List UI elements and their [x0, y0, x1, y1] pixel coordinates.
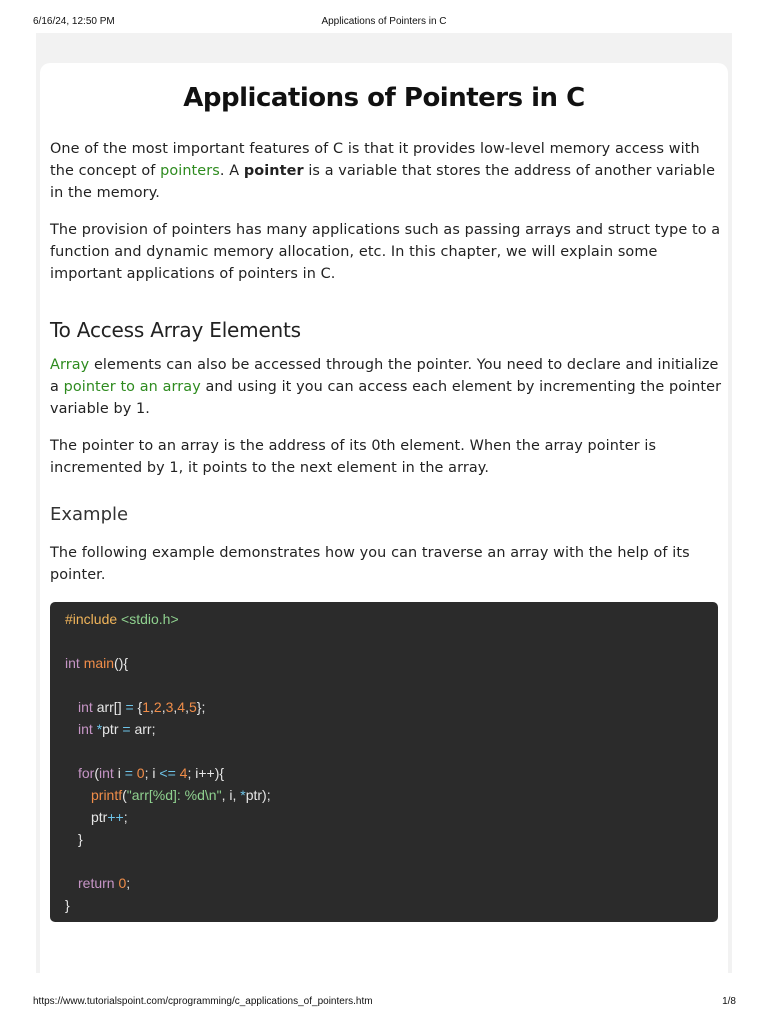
code-line: for(int i = 0; i <= 4; i++){: [78, 765, 225, 781]
code-line: return 0;: [78, 875, 131, 891]
pointers-link[interactable]: pointers: [160, 163, 220, 179]
section-text: and using it you can access each element by incrementing the pointer variable by 1.: [50, 379, 722, 417]
code-line: }: [65, 897, 70, 913]
code-line: int *ptr = arr;: [78, 721, 156, 737]
pointer-bold: pointer: [243, 163, 304, 179]
print-header: [0, 12, 768, 28]
intro-text: . A: [219, 163, 244, 179]
page-url: https://www.tutorialspoint.com/cprogramming/c_applications_of_pointers.htm: [33, 996, 373, 1007]
pointer-to-array-link[interactable]: pointer to an array: [63, 379, 201, 395]
print-footer: [0, 994, 768, 1010]
section-text: elements can also be accessed through the pointer. You need to declare and initialize a: [50, 357, 719, 395]
intro-text: One of the most important features of C is that it provides low-level memory access with the concept of: [50, 141, 700, 179]
code-line: int arr[] = {1,2,3,4,5};: [78, 699, 206, 715]
page-title: Applications of Pointers in C: [183, 83, 585, 113]
print-datetime: 6/16/24, 12:50 PM: [33, 16, 115, 27]
code-line: #include <stdio.h>: [65, 611, 179, 627]
print-doc-title: Applications of Pointers in C: [321, 16, 447, 27]
example-description: The following example demonstrates how you can traverse an array with the help of its pointer.: [50, 545, 690, 583]
intro-paragraph-1: [50, 138, 722, 204]
page-number: 1/8: [722, 996, 736, 1007]
array-link[interactable]: Array: [50, 357, 90, 373]
code-line: }: [78, 831, 83, 847]
section-paragraph-2: The pointer to an array is the address of its 0th element. When the array pointer is incremented by 1, it points to the next element in the array.: [50, 438, 657, 476]
section-paragraph-1: [50, 354, 722, 420]
example-heading: Example: [50, 504, 129, 525]
code-line: ptr++;: [91, 809, 128, 825]
code-block[interactable]: [50, 602, 718, 922]
section-heading: To Access Array Elements: [50, 318, 301, 342]
code-line: printf("arr[%d]: %d\n", i, *ptr);: [91, 787, 271, 803]
code-line: int main(){: [65, 655, 129, 671]
intro-text: is a variable that stores the address of another variable in the memory.: [50, 163, 716, 201]
intro-paragraph-2: The provision of pointers has many applications such as passing arrays and struct type to a function and dynamic memory allocation, etc. In this chapter, we will explain some important applications of pointers in C.: [50, 222, 721, 282]
